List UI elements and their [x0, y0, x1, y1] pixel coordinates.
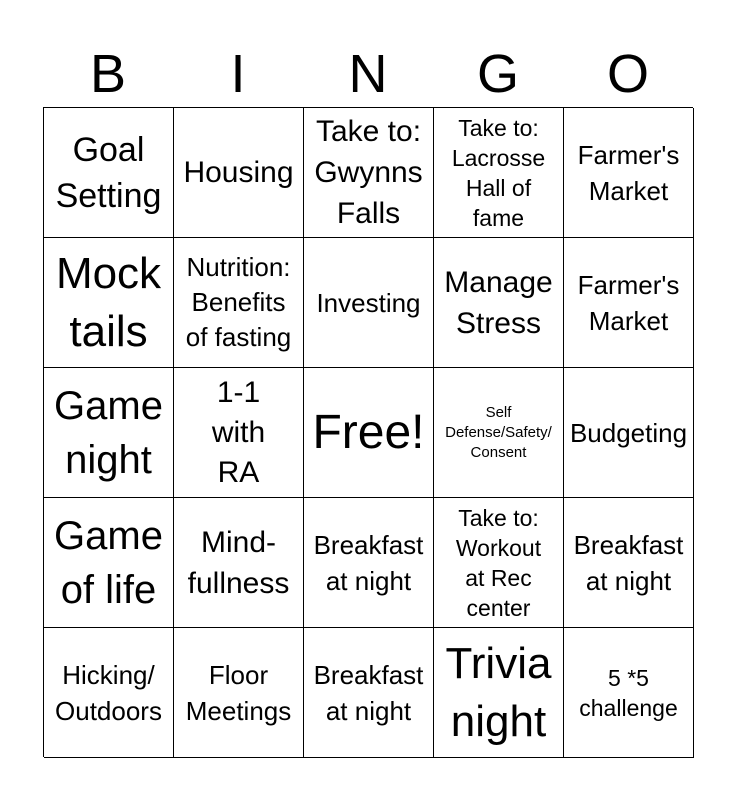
cell-text: Take to: Workout at Rec center	[455, 504, 542, 621]
bingo-cell[interactable]	[564, 628, 694, 758]
cell-text: Trivia night	[445, 638, 552, 746]
bingo-cell[interactable]	[304, 498, 434, 628]
bingo-cell[interactable]	[564, 108, 694, 238]
bingo-cell[interactable]	[174, 628, 304, 758]
bingo-cell[interactable]	[434, 368, 564, 498]
cell-text: Mock tails	[55, 248, 162, 356]
bingo-cell[interactable]	[304, 108, 434, 238]
bingo-board	[43, 107, 693, 757]
bingo-cell[interactable]	[174, 108, 304, 238]
bingo-cell[interactable]	[174, 238, 304, 368]
bingo-cell[interactable]	[434, 498, 564, 628]
bingo-cell[interactable]	[174, 498, 304, 628]
header-letter-g: G	[476, 44, 519, 104]
cell-text: Nutrition: Benefits of fasting	[185, 252, 292, 352]
cell-text: Breakfast at night	[313, 529, 424, 596]
cell-text: Farmer's Market	[577, 139, 680, 206]
cell-text: Self Defense/Safety/ Consent	[445, 403, 552, 461]
header-letter-n: N	[348, 44, 388, 104]
header-letter-i: I	[230, 44, 246, 104]
cell-text: Game night	[54, 383, 163, 482]
cell-text: Housing	[183, 156, 294, 189]
bingo-cell[interactable]	[174, 368, 304, 498]
cell-text: Take to: Gwynns Falls	[314, 115, 423, 230]
free-space-text: Free!	[312, 405, 425, 459]
cell-text: Manage Stress	[444, 265, 553, 340]
cell-text: Breakfast at night	[313, 659, 424, 726]
bingo-cell[interactable]	[564, 498, 694, 628]
header-letter-o: O	[606, 44, 649, 104]
bingo-cell[interactable]	[44, 108, 174, 238]
bingo-cell[interactable]	[564, 238, 694, 368]
bingo-cell[interactable]	[434, 628, 564, 758]
cell-text: Breakfast at night	[573, 529, 684, 596]
free-space-cell[interactable]	[304, 368, 434, 498]
cell-text: Investing	[316, 287, 421, 318]
bingo-cell[interactable]	[44, 238, 174, 368]
bingo-cell[interactable]	[44, 628, 174, 758]
cell-text: 1-1 with RA	[211, 375, 266, 489]
bingo-cell[interactable]	[434, 238, 564, 368]
header-letter-b: B	[89, 44, 127, 104]
cell-text: Hicking/ Outdoors	[55, 659, 162, 726]
bingo-cell[interactable]	[44, 498, 174, 628]
bingo-cell[interactable]	[564, 368, 694, 498]
cell-text: Game of life	[54, 513, 163, 612]
cell-text: Farmer's Market	[577, 269, 680, 336]
cell-text: 5 *5 challenge	[579, 664, 678, 721]
cell-text: Goal Setting	[55, 130, 162, 215]
cell-text: Budgeting	[569, 417, 688, 448]
bingo-cell[interactable]	[434, 108, 564, 238]
cell-text: Floor Meetings	[185, 659, 292, 726]
cell-text: Mind- fullness	[187, 525, 290, 600]
bingo-cell[interactable]	[44, 368, 174, 498]
bingo-header	[43, 40, 693, 108]
bingo-cell[interactable]	[304, 238, 434, 368]
cell-text: Take to: Lacrosse Hall of fame	[451, 114, 546, 231]
bingo-cell[interactable]	[304, 628, 434, 758]
